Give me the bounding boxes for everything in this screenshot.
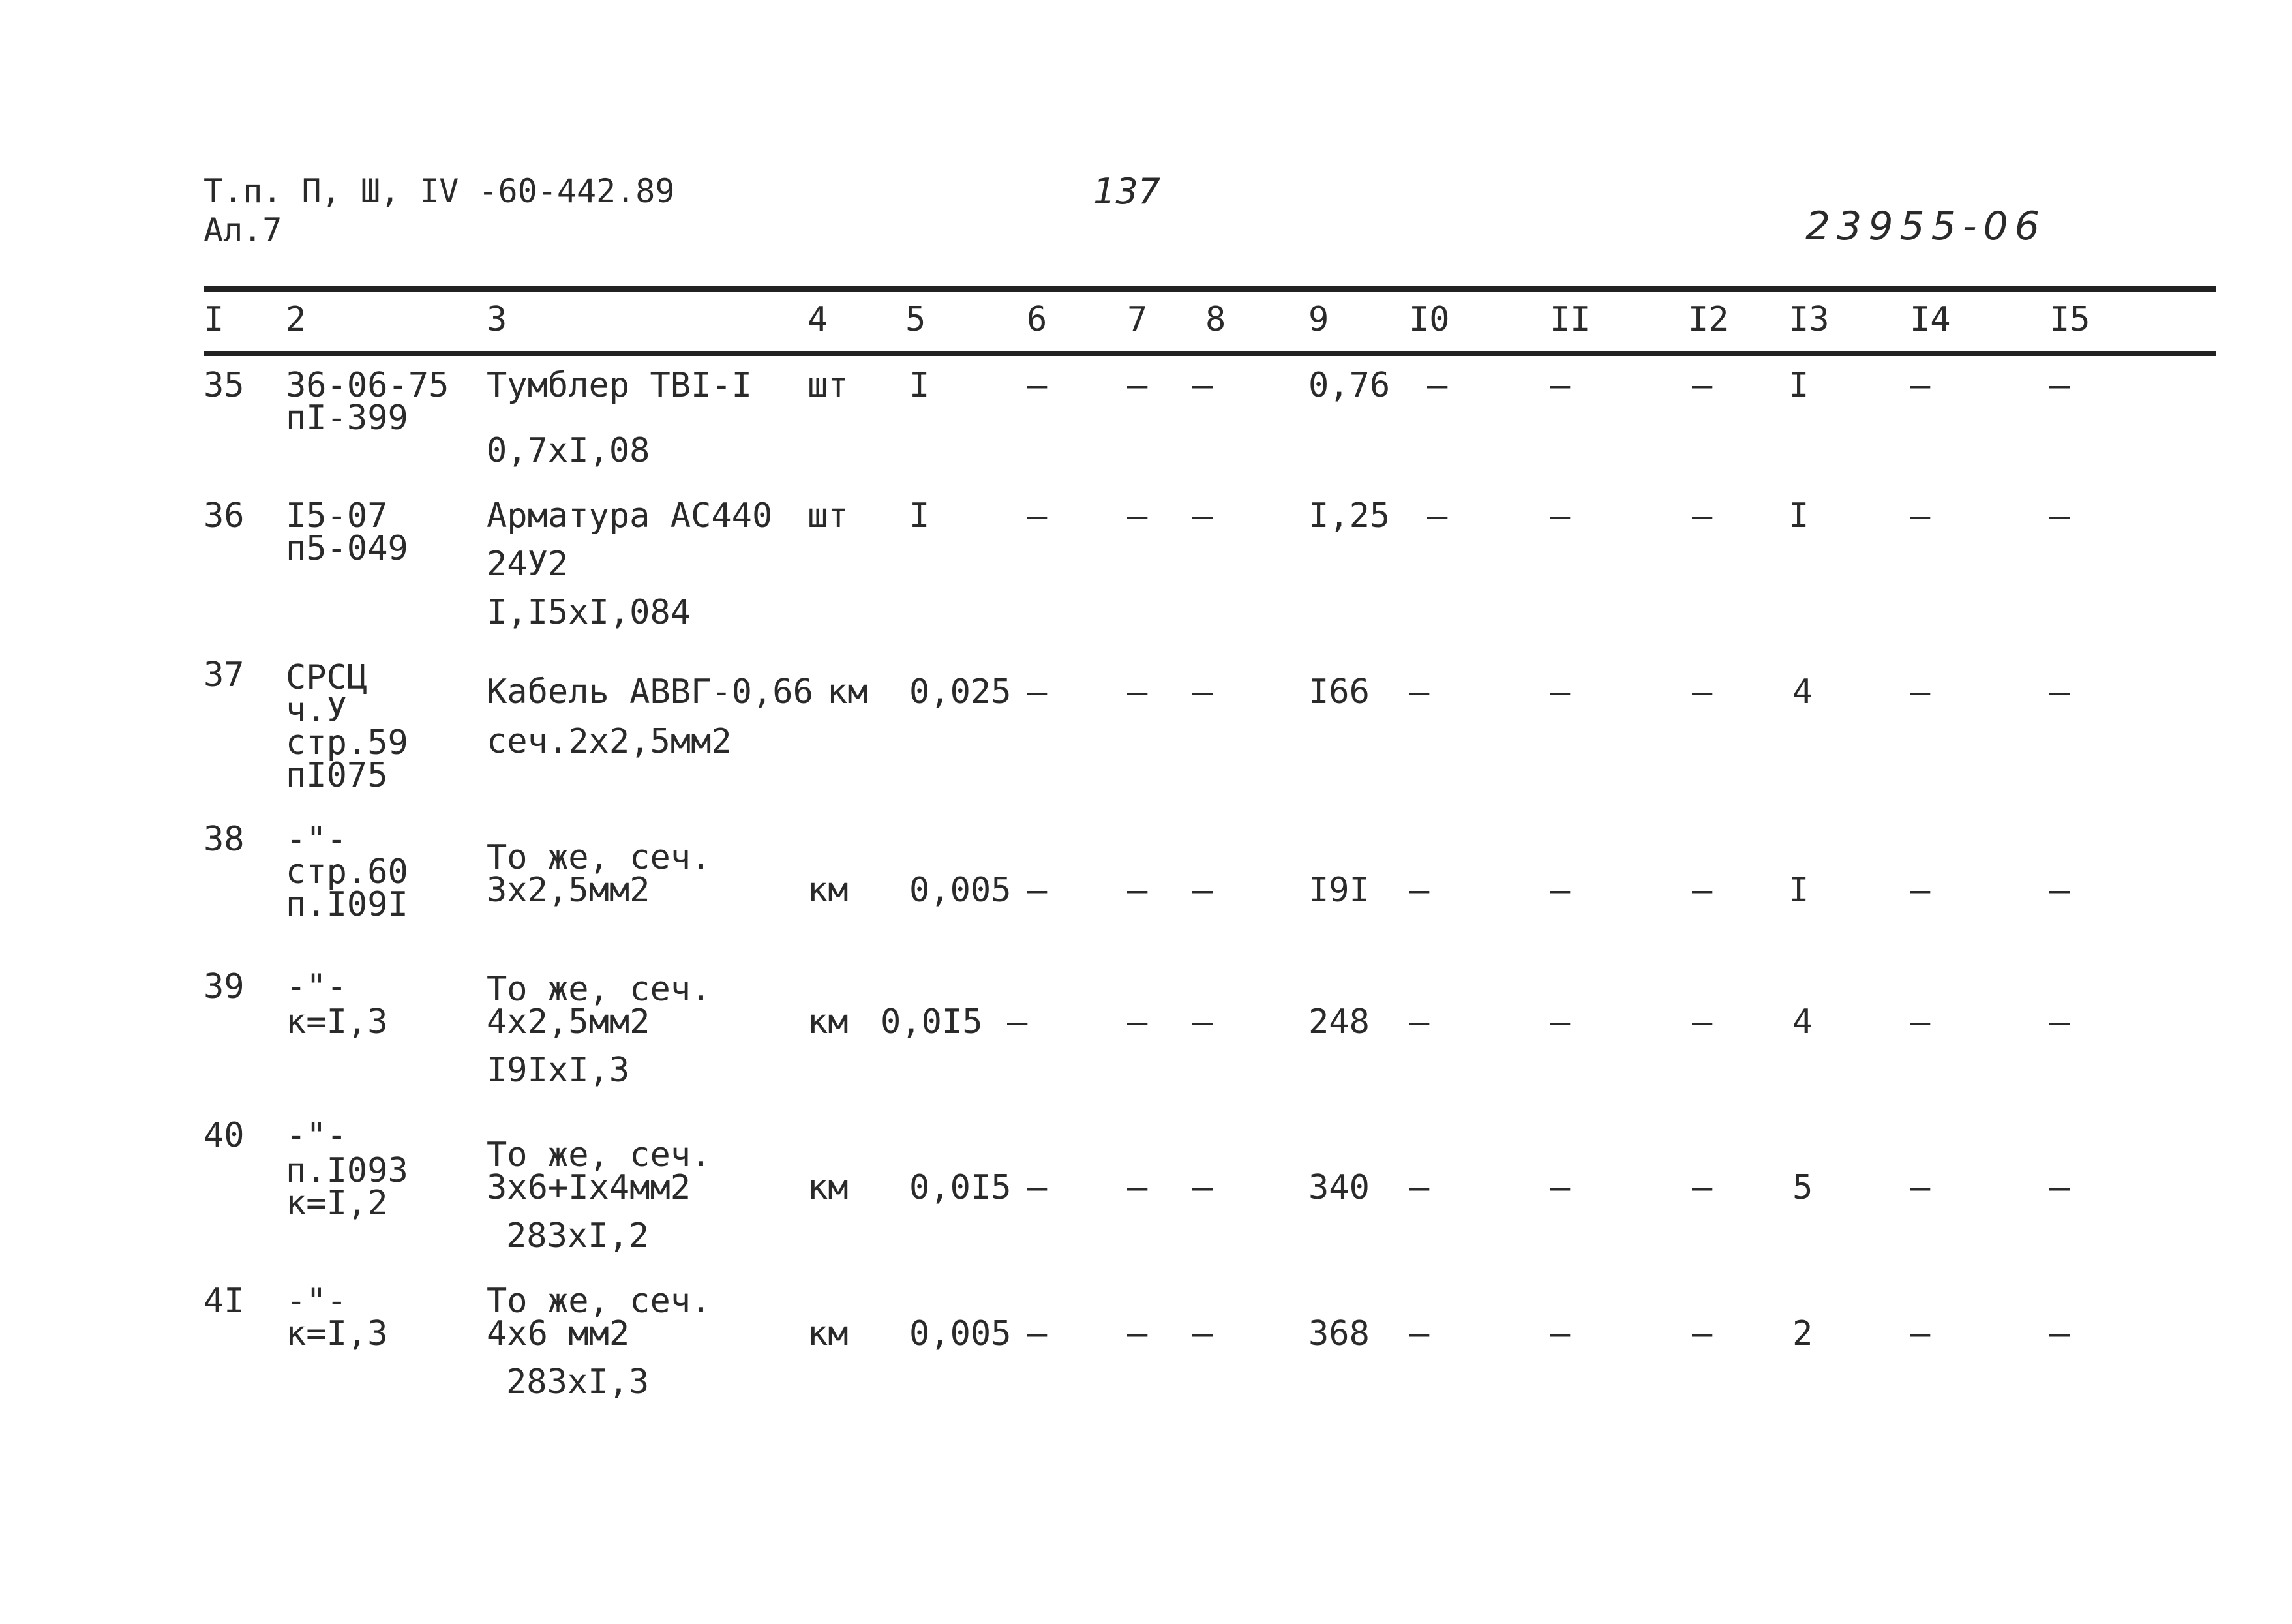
- column-header-13: I3: [1788, 300, 1830, 339]
- column-header-4: 4: [807, 300, 828, 339]
- unit-cell: км: [807, 1168, 849, 1207]
- unit-cell: шт: [807, 366, 849, 405]
- col6-cell: –: [1027, 871, 1048, 910]
- col12-cell: –: [1692, 672, 1713, 712]
- col15-cell: –: [2049, 1002, 2070, 1042]
- col10-cell: –: [1427, 366, 1448, 405]
- document-code: 23955-06: [1805, 203, 2046, 249]
- item-calc-line: I9IхI,3: [487, 1051, 630, 1090]
- item-name-line: Арматура АС440: [487, 496, 773, 535]
- col11-cell: –: [1550, 1314, 1571, 1353]
- col9-cell: I66: [1308, 672, 1370, 712]
- unit-cell: км: [827, 672, 868, 712]
- item-name-line: Тумблер ТВI-I: [487, 366, 752, 405]
- col8-cell: –: [1192, 672, 1213, 712]
- item-name-line: То же, сеч.: [487, 970, 712, 1009]
- reference-line: пI075: [286, 756, 388, 795]
- column-header-12: I2: [1688, 300, 1729, 339]
- reference-line: к=I,2: [286, 1184, 388, 1223]
- item-name-line: 4х2,5мм2: [487, 1002, 650, 1042]
- item-name-line: 3х2,5мм2: [487, 871, 650, 910]
- col14-cell: –: [1910, 1002, 1931, 1042]
- col15-cell: –: [2049, 1314, 2070, 1353]
- reference-line: I5-07: [286, 496, 388, 535]
- col14-cell: –: [1910, 1168, 1931, 1207]
- col9-cell: 368: [1308, 1314, 1370, 1353]
- col11-cell: –: [1550, 871, 1571, 910]
- row-number: 4I: [204, 1282, 245, 1321]
- col12-cell: –: [1692, 366, 1713, 405]
- reference-line: ч.У: [286, 691, 347, 730]
- col7-cell: –: [1127, 871, 1148, 910]
- column-header-5: 5: [905, 300, 926, 339]
- reference-line: к=I,3: [286, 1314, 388, 1353]
- page-number: 137: [1093, 171, 1161, 212]
- col13-cell: 4: [1792, 1002, 1813, 1042]
- col7-cell: –: [1127, 1002, 1148, 1042]
- item-name-line: 3х6+Iх4мм2: [487, 1168, 691, 1207]
- quantity-cell: 0,025: [909, 672, 1012, 712]
- item-name-line: Кабель АВВГ-0,66: [487, 672, 813, 712]
- reference-line: пI-399: [286, 398, 408, 438]
- column-header-10: I0: [1409, 300, 1450, 339]
- column-header-15: I5: [2049, 300, 2090, 339]
- quantity-cell: 0,005: [909, 871, 1012, 910]
- col11-cell: –: [1550, 672, 1571, 712]
- col10-cell: –: [1409, 1168, 1430, 1207]
- col6-cell: –: [1027, 1314, 1048, 1353]
- col13-cell: 5: [1792, 1168, 1813, 1207]
- col11-cell: –: [1550, 1168, 1571, 1207]
- item-name-line: 4х6 мм2: [487, 1314, 630, 1353]
- row-number: 40: [204, 1116, 245, 1155]
- col9-cell: 340: [1308, 1168, 1370, 1207]
- row-number: 36: [204, 496, 245, 535]
- sheet-label: Ал.7: [204, 211, 282, 249]
- col8-cell: –: [1192, 496, 1213, 535]
- reference-line: к=I,3: [286, 1002, 388, 1042]
- col14-cell: –: [1910, 496, 1931, 535]
- col6-cell: –: [1027, 672, 1048, 712]
- reference-line: -"-: [286, 820, 347, 859]
- item-name-line: То же, сеч.: [487, 1135, 712, 1175]
- quantity-cell: 0,0I5: [881, 1002, 983, 1042]
- row-number: 39: [204, 967, 245, 1006]
- col6-cell: –: [1027, 496, 1048, 535]
- reference-line: стр.59: [286, 723, 408, 762]
- col11-cell: –: [1550, 1002, 1571, 1042]
- col10-cell: –: [1409, 1002, 1430, 1042]
- col15-cell: –: [2049, 1168, 2070, 1207]
- col9-cell: I,25: [1308, 496, 1391, 535]
- col15-cell: –: [2049, 366, 2070, 405]
- unit-cell: шт: [807, 496, 849, 535]
- reference-line: п.I09I: [286, 885, 408, 924]
- col12-cell: –: [1692, 871, 1713, 910]
- col13-cell: 4: [1792, 672, 1813, 712]
- item-name-line: То же, сеч.: [487, 1282, 712, 1321]
- col15-cell: –: [2049, 871, 2070, 910]
- reference-line: 36-06-75: [286, 366, 449, 405]
- col7-cell: –: [1127, 1314, 1148, 1353]
- col14-cell: –: [1910, 871, 1931, 910]
- column-header-2: 2: [286, 300, 307, 339]
- col9-cell: 248: [1308, 1002, 1370, 1042]
- column-header-8: 8: [1205, 300, 1226, 339]
- col14-cell: –: [1910, 366, 1931, 405]
- column-header-11: II: [1550, 300, 1591, 339]
- header-bottom-rule: [204, 351, 2216, 356]
- col8-cell: –: [1192, 871, 1213, 910]
- col10-cell: –: [1409, 871, 1430, 910]
- reference-line: п.I093: [286, 1151, 408, 1190]
- col8-cell: –: [1192, 366, 1213, 405]
- col13-cell: I: [1788, 496, 1809, 535]
- column-header-9: 9: [1308, 300, 1329, 339]
- column-header-7: 7: [1127, 300, 1148, 339]
- reference-line: стр.60: [286, 852, 408, 892]
- col10-cell: –: [1409, 1314, 1430, 1353]
- col7-cell: –: [1127, 672, 1148, 712]
- col11-cell: –: [1550, 366, 1571, 405]
- item-calc-line: 0,7хI,08: [487, 431, 650, 470]
- col15-cell: –: [2049, 496, 2070, 535]
- col11-cell: –: [1550, 496, 1571, 535]
- quantity-cell: I: [909, 496, 930, 535]
- col9-cell: I9I: [1308, 871, 1370, 910]
- item-name-line: То же, сеч.: [487, 838, 712, 877]
- row-number: 35: [204, 366, 245, 405]
- col13-cell: I: [1788, 366, 1809, 405]
- col13-cell: 2: [1792, 1314, 1813, 1353]
- col12-cell: –: [1692, 1002, 1713, 1042]
- item-name-line: сеч.2х2,5мм2: [487, 722, 732, 761]
- row-number: 37: [204, 655, 245, 695]
- col13-cell: I: [1788, 871, 1809, 910]
- item-calc-line: 283хI,2: [506, 1216, 650, 1256]
- reference-line: п5-049: [286, 529, 408, 568]
- col6-cell: –: [1027, 366, 1048, 405]
- col7-cell: –: [1127, 496, 1148, 535]
- col12-cell: –: [1692, 1314, 1713, 1353]
- col14-cell: –: [1910, 672, 1931, 712]
- row-number: 38: [204, 820, 245, 859]
- col10-cell: –: [1409, 672, 1430, 712]
- unit-cell: км: [807, 871, 849, 910]
- col7-cell: –: [1127, 1168, 1148, 1207]
- quantity-cell: I: [909, 366, 930, 405]
- col9-cell: 0,76: [1308, 366, 1391, 405]
- col8-cell: –: [1192, 1314, 1213, 1353]
- column-header-6: 6: [1027, 300, 1048, 339]
- reference-line: -"-: [286, 1282, 347, 1321]
- item-calc-line: I,I5хI,084: [487, 593, 691, 632]
- document-reference: Т.п. П, Ш, IV -60-442.89: [204, 172, 675, 210]
- item-calc-line: 283хI,3: [506, 1362, 650, 1402]
- col12-cell: –: [1692, 1168, 1713, 1207]
- unit-cell: км: [807, 1314, 849, 1353]
- col8-cell: –: [1192, 1168, 1213, 1207]
- quantity-cell: 0,005: [909, 1314, 1012, 1353]
- col6-cell: –: [1027, 1168, 1048, 1207]
- column-header-1: I: [204, 300, 224, 339]
- reference-line: -"-: [286, 967, 347, 1006]
- col6-cell: –: [1007, 1002, 1028, 1042]
- col10-cell: –: [1427, 496, 1448, 535]
- col12-cell: –: [1692, 496, 1713, 535]
- column-header-3: 3: [487, 300, 507, 339]
- column-header-14: I4: [1910, 300, 1951, 339]
- reference-line: СРСЦ: [286, 658, 368, 697]
- unit-cell: км: [807, 1002, 849, 1042]
- reference-line: -"-: [286, 1116, 347, 1155]
- table-top-rule: [204, 286, 2216, 292]
- col15-cell: –: [2049, 672, 2070, 712]
- col14-cell: –: [1910, 1314, 1931, 1353]
- col8-cell: –: [1192, 1002, 1213, 1042]
- col7-cell: –: [1127, 366, 1148, 405]
- quantity-cell: 0,0I5: [909, 1168, 1012, 1207]
- item-name-line: 24У2: [487, 545, 569, 584]
